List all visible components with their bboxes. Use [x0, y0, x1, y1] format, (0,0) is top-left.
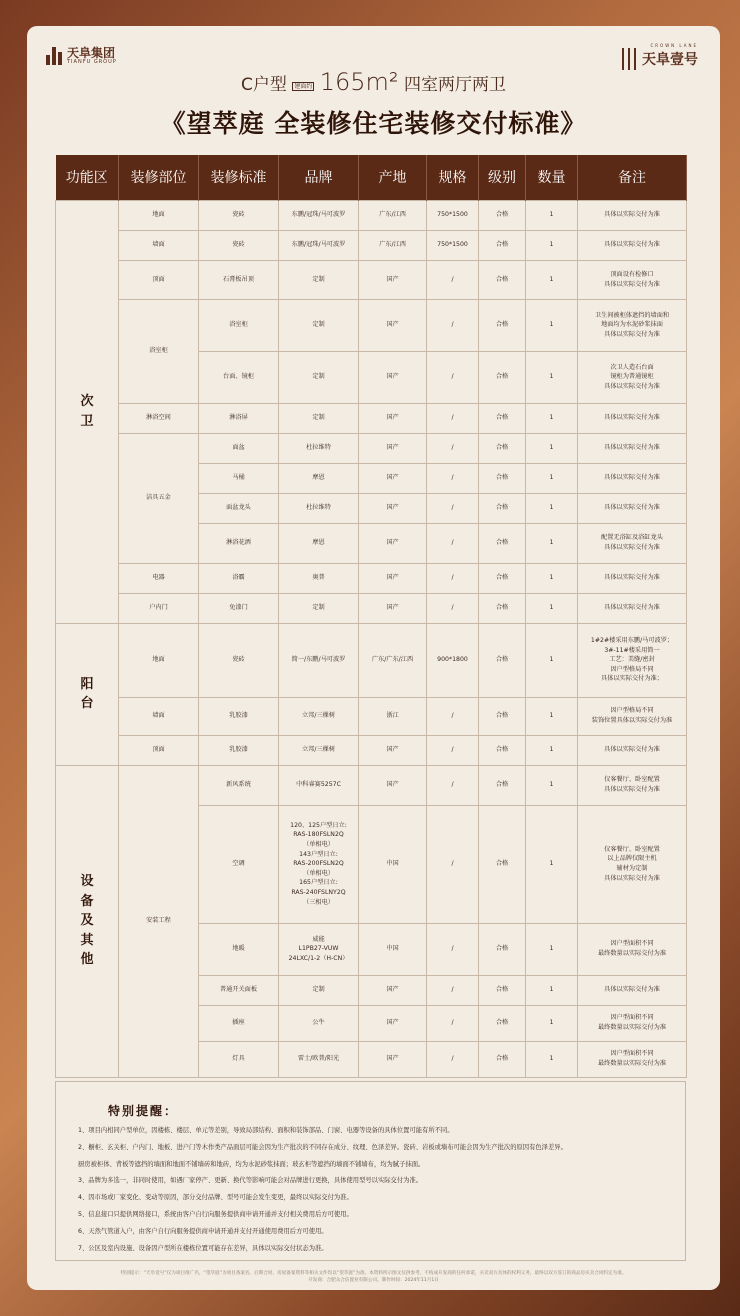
qty-cell: 1: [526, 697, 578, 735]
brand-cell: 定制: [279, 260, 359, 299]
origin-cell: 国产: [359, 493, 427, 523]
grade-cell: 合格: [479, 735, 526, 765]
note-cell: 具体以实际交付为准: [578, 593, 687, 623]
spec-cell: 750*1500: [427, 230, 479, 260]
part-cell: 地面: [119, 200, 199, 230]
std-cell: 插座: [199, 1005, 279, 1041]
spec-cell: /: [427, 351, 479, 403]
note-cell: 配置无浴缸及浴缸龙头 具体以实际交付为准: [578, 523, 687, 563]
grade-cell: 合格: [479, 923, 526, 975]
brand-cell: 定制: [279, 593, 359, 623]
brand-cell: 杜拉维特: [279, 433, 359, 463]
std-cell: 乳胶漆: [199, 735, 279, 765]
part-cell: 户内门: [119, 593, 199, 623]
table-row: [56, 403, 687, 433]
note-item: 3、品牌为多选一，非同时使用，如遇厂家停产、更新、换代等影响可能会对品牌进行更换，具体使用型号以实际交付为准。: [78, 1177, 423, 1185]
brand-right-name: 天阜壹号: [642, 52, 698, 68]
part-cell: 淋浴空间: [119, 403, 199, 433]
grade-cell: 合格: [479, 403, 526, 433]
spec-cell: /: [427, 299, 479, 351]
std-cell: 浴室柜: [199, 299, 279, 351]
zone-cell: 次 卫: [56, 200, 119, 623]
tianfu-one-logo: [622, 43, 698, 70]
brand-cell: 杜拉维特: [279, 493, 359, 523]
std-cell: 瓷砖: [199, 200, 279, 230]
qty-cell: 1: [526, 200, 578, 230]
std-cell: 台面、镜柜: [199, 351, 279, 403]
part-cell: 顶面: [119, 260, 199, 299]
spec-cell: /: [427, 493, 479, 523]
qty-cell: 1: [526, 765, 578, 805]
note-item: 4、因市场或厂家变化、变动等原因，部分交付品牌、型号可能会发生变更，最终以实际交付为准。: [78, 1194, 353, 1202]
grade-cell: 合格: [479, 805, 526, 923]
qty-cell: 1: [526, 523, 578, 563]
origin-cell: 国产: [359, 260, 427, 299]
origin-cell: 中国: [359, 923, 427, 975]
header-cell: 品牌: [279, 155, 359, 200]
table-row: [56, 230, 687, 260]
brand-cell: 立邦/三棵树: [279, 697, 359, 735]
note-cell: 1#2#楼采用东鹏/马可波罗； 3#-11#楼采用简一 工艺：美缝/密封 因户型格局不同 具体以实际交付为准；: [578, 623, 687, 697]
poster-card: [27, 26, 720, 1290]
std-cell: 空调: [199, 805, 279, 923]
origin-cell: 国产: [359, 463, 427, 493]
header-cell: 装修标准: [199, 155, 279, 200]
grade-cell: 合格: [479, 765, 526, 805]
origin-cell: 广东/江西: [359, 230, 427, 260]
note-cell: 具体以实际交付为准: [578, 463, 687, 493]
qty-cell: 1: [526, 805, 578, 923]
std-cell: 瓷砖: [199, 623, 279, 697]
std-cell: 免漆门: [199, 593, 279, 623]
table-row: [56, 563, 687, 593]
brand-cell: 中科睿赛5257C: [279, 765, 359, 805]
disclaimer-footer: [27, 1270, 720, 1284]
table-row: [56, 697, 687, 735]
grade-cell: 合格: [479, 463, 526, 493]
std-cell: 淋浴屏: [199, 403, 279, 433]
brand-cell: 定制: [279, 299, 359, 351]
note-cell: 具体以实际交付为准: [578, 493, 687, 523]
spec-cell: /: [427, 403, 479, 433]
qty-cell: 1: [526, 563, 578, 593]
std-cell: 淋浴花洒: [199, 523, 279, 563]
unit-layout: 四室两厅两卫: [403, 75, 506, 95]
brand-cell: 奥普: [279, 563, 359, 593]
footer-line-1: 特别提示：“天阜壹号”仅为项目推广名，“望萃庭”为项目备案名。后期合同、房屋备案资料等相关文件均以“望萃庭”为准。本资料所示图文仅供参考，不构成开发商的任何承诺，买卖双方具体的权利义务，最终以双方签订的商品房买卖合同约定为准。: [120, 1271, 627, 1276]
table-row: [56, 765, 687, 805]
qty-cell: 1: [526, 299, 578, 351]
header-cell: 规格: [427, 155, 479, 200]
note-cell: 仅客餐厅、卧室配置 以上品牌仅限主机 辅材为定制 具体以实际交付为准: [578, 805, 687, 923]
spec-cell: /: [427, 260, 479, 299]
grade-cell: 合格: [479, 697, 526, 735]
note-item: 1、项目内相同户型单位，因楼栋、楼层、单元等差别，导致局部结构、面积和装饰部品、门窗、电器等设备的具体位置可能有所不同。: [78, 1127, 454, 1134]
spec-cell: /: [427, 433, 479, 463]
unit-subtitle: [27, 68, 720, 96]
spec-cell: /: [427, 593, 479, 623]
notes-heading: 特别提醒：: [108, 1104, 179, 1118]
std-cell: 面盆: [199, 433, 279, 463]
note-cell: 因户型格局不同 装饰位置具体以实际交付为准: [578, 697, 687, 735]
note-item: 6、天然气管道入户，由客户自行向服务提供商申请开通并支付开通使用费用后方可使用。: [78, 1227, 328, 1235]
spec-cell: /: [427, 765, 479, 805]
header-cell: 备注: [578, 155, 687, 200]
brand-cell: 东鹏/冠珠/马可波罗: [279, 200, 359, 230]
note-cell: 具体以实际交付为准: [578, 230, 687, 260]
brand-cell: 公牛: [279, 1005, 359, 1041]
brand-cell: 雷士/欧普/阳光: [279, 1041, 359, 1077]
spec-cell: /: [427, 697, 479, 735]
origin-cell: 国产: [359, 563, 427, 593]
zone-cell: 阳 台: [56, 623, 119, 765]
part-cell: 电器: [119, 563, 199, 593]
brand-cell: 定制: [279, 403, 359, 433]
qty-cell: 1: [526, 735, 578, 765]
std-cell: 新风系统: [199, 765, 279, 805]
grade-cell: 合格: [479, 433, 526, 463]
spec-cell: /: [427, 975, 479, 1005]
note-cell: 次卫人造石台面 镜柜为普通镜柜 具体以实际交付为准: [578, 351, 687, 403]
origin-cell: 国产: [359, 351, 427, 403]
std-cell: 浴霸: [199, 563, 279, 593]
crown-lane-icon: [622, 48, 636, 70]
tianfu-group-logo: [45, 47, 117, 65]
qty-cell: 1: [526, 1041, 578, 1077]
table-row: [56, 593, 687, 623]
standards-table: [55, 155, 687, 1078]
std-cell: 普通开关面板: [199, 975, 279, 1005]
note-cell: 具体以实际交付为准: [578, 403, 687, 433]
note-item: 5、信息接口只提供网络接口，系统由客户自行向服务提供商申请开通并支付相关费用后方可使用。: [78, 1210, 353, 1218]
table-row: [56, 200, 687, 230]
unit-type: C户型: [241, 75, 287, 95]
part-cell: 顶面: [119, 735, 199, 765]
origin-cell: 国产: [359, 765, 427, 805]
brand-cell: 立邦/三棵树: [279, 735, 359, 765]
part-cell: 洁具五金: [119, 433, 199, 563]
part-cell: 浴室柜: [119, 299, 199, 403]
brand-left-sub: TIANFU GROUP: [67, 59, 117, 65]
grade-cell: 合格: [479, 563, 526, 593]
note-cell: 具体以实际交付为准: [578, 735, 687, 765]
spec-cell: 900*1800: [427, 623, 479, 697]
brand-right-en: CROWN LANE: [650, 43, 698, 48]
unit-area: 165m²: [319, 68, 399, 96]
grade-cell: 合格: [479, 260, 526, 299]
origin-cell: 国产: [359, 975, 427, 1005]
special-notes: [55, 1081, 686, 1261]
origin-cell: 广东/广东/江西: [359, 623, 427, 697]
qty-cell: 1: [526, 260, 578, 299]
spec-cell: /: [427, 805, 479, 923]
building-icon: [45, 47, 63, 65]
note-cell: 因户型面积不同 最终数量以实际交付为准: [578, 923, 687, 975]
origin-cell: 国产: [359, 1041, 427, 1077]
qty-cell: 1: [526, 623, 578, 697]
part-cell: 地面: [119, 623, 199, 697]
brand-cell: 威能 L1PB27-VUW 24LXC/1-2（H-CN）: [279, 923, 359, 975]
qty-cell: 1: [526, 403, 578, 433]
spec-cell: /: [427, 923, 479, 975]
brand-cell: 摩恩: [279, 463, 359, 493]
grade-cell: 合格: [479, 299, 526, 351]
brand-cell: 定制: [279, 975, 359, 1005]
brand-cell: 东鹏/冠珠/马可波罗: [279, 230, 359, 260]
spec-cell: 750*1500: [427, 200, 479, 230]
grade-cell: 合格: [479, 493, 526, 523]
grade-cell: 合格: [479, 975, 526, 1005]
qty-cell: 1: [526, 923, 578, 975]
origin-cell: 国产: [359, 523, 427, 563]
part-cell: 墙面: [119, 697, 199, 735]
area-tag: 建面约: [294, 82, 313, 90]
note-cell: 具体以实际交付为准: [578, 200, 687, 230]
qty-cell: 1: [526, 975, 578, 1005]
table-row: [56, 299, 687, 351]
table-body: [56, 200, 687, 1077]
brand-cell: 简一/东鹏/马可波罗: [279, 623, 359, 697]
origin-cell: 广东/江西: [359, 200, 427, 230]
part-cell: 墙面: [119, 230, 199, 260]
qty-cell: 1: [526, 230, 578, 260]
brand-cell: 120、125户型日立: RAS-180FSLN2Q （单相电） 143户型日立: RAS-200FSLN2Q （单相电） 165户型日立: RAS-240FSLNY2Q （三相电）: [279, 805, 359, 923]
qty-cell: 1: [526, 433, 578, 463]
grade-cell: 合格: [479, 351, 526, 403]
std-cell: 瓷砖: [199, 230, 279, 260]
qty-cell: 1: [526, 1005, 578, 1041]
origin-cell: 中国: [359, 805, 427, 923]
spec-cell: /: [427, 735, 479, 765]
note-item: 7、公区及室内设施、设备因户型所在楼栋位置可能存在差异，具体以实际交付状态为准。: [78, 1244, 328, 1252]
note-cell: 因户型面积不同 最终数量以实际交付为准: [578, 1005, 687, 1041]
origin-cell: 国产: [359, 1005, 427, 1041]
brand-left-name: 天阜集团: [67, 46, 116, 60]
note-item: 2、橱柜、玄关柜、户内门、地板、进户门等木作类产品面层可能会因为生产批次的不同存在成分、纹理、色泽差异。瓷砖、岩板或墙布可能会因为生产批次的原因有色泽差异。: [78, 1143, 567, 1151]
table-row: [56, 433, 687, 463]
spec-cell: /: [427, 1041, 479, 1077]
origin-cell: 浙江: [359, 697, 427, 735]
header-cell: 功能区: [56, 155, 119, 200]
std-cell: 乳胶漆: [199, 697, 279, 735]
standards-table-wrap: [55, 155, 686, 1078]
table-row: [56, 735, 687, 765]
qty-cell: 1: [526, 463, 578, 493]
header-cell: 级别: [479, 155, 526, 200]
note-cell: 卫生间被柜体遮挡的墙面和 地面均为水泥砂浆抹面 具体以实际交付为准: [578, 299, 687, 351]
std-cell: 地暖: [199, 923, 279, 975]
table-row: [56, 623, 687, 697]
part-cell: 安装工程: [119, 765, 199, 1077]
origin-cell: 国产: [359, 433, 427, 463]
spec-cell: /: [427, 563, 479, 593]
qty-cell: 1: [526, 593, 578, 623]
spec-cell: /: [427, 463, 479, 493]
grade-cell: 合格: [479, 593, 526, 623]
grade-cell: 合格: [479, 523, 526, 563]
zone-cell: 设 备 及 其 他: [56, 765, 119, 1077]
spec-cell: /: [427, 1005, 479, 1041]
brand-cell: 定制: [279, 351, 359, 403]
note-item: 厨房被柜体、背板等遮挡的墙面和地面不铺墙砖和地砖，均为水泥砂浆抹面；玻玄柜等遮挡的墙面不铺墙布，均为腻子抹面。: [78, 1160, 425, 1168]
qty-cell: 1: [526, 493, 578, 523]
std-cell: 石膏板吊顶: [199, 260, 279, 299]
header-cell: 装修部位: [119, 155, 199, 200]
note-cell: 因户型面积不同 最终数量以实际交付为准: [578, 1041, 687, 1077]
header-cell: 产地: [359, 155, 427, 200]
qty-cell: 1: [526, 351, 578, 403]
note-cell: 具体以实际交付为准: [578, 563, 687, 593]
note-cell: 仅客餐厅、卧室配置 具体以实际交付为准: [578, 765, 687, 805]
table-header: [56, 155, 687, 200]
note-cell: 具体以实际交付为准: [578, 975, 687, 1005]
grade-cell: 合格: [479, 200, 526, 230]
std-cell: 马桶: [199, 463, 279, 493]
std-cell: 灯具: [199, 1041, 279, 1077]
grade-cell: 合格: [479, 230, 526, 260]
origin-cell: 国产: [359, 299, 427, 351]
origin-cell: 国产: [359, 735, 427, 765]
origin-cell: 国产: [359, 403, 427, 433]
brand-cell: 摩恩: [279, 523, 359, 563]
origin-cell: 国产: [359, 593, 427, 623]
grade-cell: 合格: [479, 1041, 526, 1077]
footer-line-2: 开发商：合肥众合信置业有限公司。制作时间：2024年11月1日: [308, 1278, 439, 1283]
header-cell: 数量: [526, 155, 578, 200]
grade-cell: 合格: [479, 1005, 526, 1041]
table-row: [56, 260, 687, 299]
page-title: 《望萃庭 全装修住宅装修交付标准》: [160, 109, 587, 138]
spec-cell: /: [427, 523, 479, 563]
note-cell: 顶面设有检修口 具体以实际交付为准: [578, 260, 687, 299]
note-cell: 具体以实际交付为准: [578, 433, 687, 463]
std-cell: 面盆龙头: [199, 493, 279, 523]
grade-cell: 合格: [479, 623, 526, 697]
